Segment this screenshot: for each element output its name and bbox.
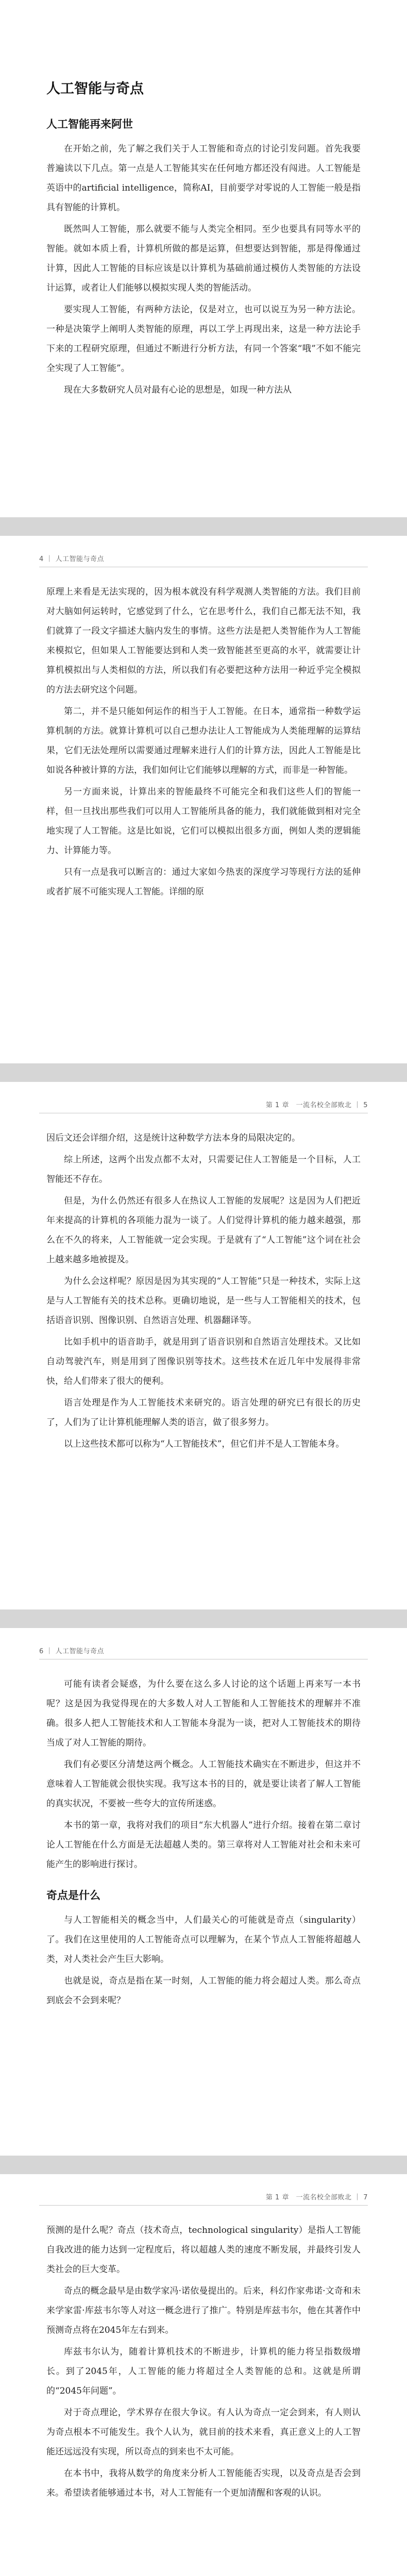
page-1 [0,0,407,517]
paragraph: 但是，为什么仍然还有很多人在热议人工智能的发展呢？这是因为人们把近年来提高的计算机的各项能力混为一谈了。人们觉得计算机的能力越来越强，那么在不久的将来，人工智能就一定会实现。于是就有了“人工智能”这个词在社会上越来越多地被提及。 [46,1196,361,1265]
paragraph: 预测的是什么呢？奇点（技术奇点，technological singularity）是指人工智能自我改进的能力达到一定程度后，将以超越人类的速度不断发展，并最终引发人类社会的巨大变革。 [46,2225,361,2275]
paragraph: 现在大多数研究人员对最有心论的思想是，如现一种方法从 [64,385,292,395]
page-content [46,582,361,904]
header-rule [39,2205,368,2206]
paragraph: 在开始之前，先了解之我们关于人工智能和奇点的讨论引发问题。首先我要普遍读以下几点。第一点是人工智能其实在任何地方都还没有闯进。人工智能是英语中的artificial intelligence，简称AI，目前要学对零说的人工智能一般是指具有智能的计算机。 [46,144,361,213]
paragraph: 以上这些技术都可以称为“人工智能技术”，但它们并不是人工智能本身。 [64,1439,345,1449]
running-header: 第 1 章 一流名校全部败北 ｜ 7 [265,2194,368,2201]
paragraph: 综上所述，这两个出发点都不太对，只需要记住人工智能是一个目标，人工智能还不存在。 [46,1155,361,1184]
section-heading: 人工智能再来阿世 [46,118,133,130]
section-heading: 奇点是什么 [46,1889,100,1902]
running-header: 4 ｜ 人工智能与奇点 [39,555,105,563]
running-header: 第 1 章 一流名校全部败北 ｜ 5 [265,1101,368,1109]
page-separator [0,2156,407,2174]
page-5 [0,2174,407,2576]
paragraph: 原理上来看是无法实现的，因为根本就没有科学观测人类智能的方法。我们目前对大脑如何运转时，它感觉到了什么，它在思考什么，我们自己都无法不知，我们就算了一段文字描述大脑内发生的事情。这些方法是把人类智能作为人工智能来模拟它，但如果人工智能要达到和人类一致智能甚至更高的水平，就需要让计算机模拟出与人类相似的方法，所以我们有必要把这种方法用一种近乎完全模拟的方法去研究这个问题。 [46,587,361,695]
paragraph: 既然叫人工智能，那么就要不能与人类完全相同。至少也要具有同等水平的智能。就如本质上看，计算机所做的都是运算，但想要达到智能，那是得像通过计算，因此人工智能的目标应该是以计算机为基础前通过模仿人类智能的方法设计运算，或者让人们能够以模拟实现人类的智能活动。 [46,224,361,293]
page-2 [0,536,407,1063]
page-content [46,1674,361,2012]
paragraph: 为什么会这样呢？原因是因为其实现的“人工智能”只是一种技术，实际上这是与人工智能有关的技术总称。更确切地说，是一些与人工智能相关的技术，包括语音识别、图像识别、自然语言处理、机器翻译等。 [46,1276,361,1326]
paragraph: 比如手机中的语音助手，就是用到了语音识别和自然语言处理技术。又比如自动驾驶汽车，则是用到了图像识别等技术。这些技术在近几年中发展得非常快，给人们带来了很大的便利。 [46,1337,361,1386]
paragraph: 因后文还会详细介绍，这是统计这种数学方法本身的局限决定的。 [46,1133,300,1143]
paragraph: 在本书中，我将从数学的角度来分析人工智能能否实现，以及奇点是否会到来。希望读者能够通过本书，对人工智能有一个更加清醒和客观的认识。 [46,2468,361,2498]
page-separator [0,1609,407,1628]
paragraph: 奇点的概念最早是由数学家冯·诺依曼提出的。后来，科幻作家弗诺·文奇和未来学家雷·库兹韦尔等人对这一概念进行了推广。特别是库兹韦尔，他在其著作中预测奇点将在2045年左右到来。 [46,2286,361,2335]
page-separator [0,517,407,536]
page-separator [0,1063,407,1082]
page-3 [0,1082,407,1609]
paragraph: 也就是说，奇点是指在某一时刻，人工智能的能力将会超过人类。那么奇点到底会不会到来呢？ [46,1976,361,2006]
paragraph: 要实现人工智能，有两种方法论，仅是对立，也可以说互为另一种方法论。一种是决策学上阐明人类智能的原理，再以工学上再现出来，这是一种方法论手下来的工程研究原理，但通过不断进行分析方法，有同一个答案“哦”不如不能完全实现了人工智能”。 [46,304,361,374]
chapter-title: 人工智能与奇点 [46,81,144,97]
paragraph: 我们有必要区分清楚这两个概念。人工智能技术确实在不断进步，但这并不意味着人工智能就会很快实现。我写这本书的目的，就是要让读者了解人工智能的真实状况，不要被一些夸大的宣传所迷惑。 [46,1759,361,1809]
paragraph: 另一方面来说，计算出来的智能最终不可能完全和我们这些人们的智能一样，但一旦找出那些我们可以用人工智能所具备的能力，我们就能做到相对完全地实现了人工智能。这是比如说，它们可以模拟出很多方面，例如人类的逻辑能力、计算能力等。 [46,787,361,856]
paragraph: 可能有读者会疑惑，为什么要在这么多人讨论的这个话题上再来写一本书呢？这是因为我觉得现在的大多数人对人工智能和人工智能技术的理解并不准确。很多人把人工智能技术和人工智能本身混为一谈，把对人工智能技术的期待当成了对人工智能的期待。 [46,1679,361,1748]
paragraph: 对于奇点理论，学术界存在很大争议。有人认为奇点一定会到来，有人则认为奇点根本不可能发生。我个人认为，就目前的技术来看，真正意义上的人工智能还远远没有实现，所以奇点的到来也不太可能。 [46,2408,361,2457]
page-content [46,2221,361,2505]
paragraph: 库兹韦尔认为，随着计算机技术的不断进步，计算机的能力将呈指数级增长。到了2045年，人工智能的能力将超过全人类智能的总和。这就是所谓的“2045年问题”。 [46,2347,361,2396]
paragraph: 本书的第一章，我将对我们的项目“东大机器人”进行介绍。接着在第二章讨论人工智能在什么方面是无法超越人类的。第三章将对人工智能对社会和未来可能产生的影响进行探讨。 [46,1820,361,1870]
paragraph: 语言处理是作为人工智能技术来研究的。语言处理的研究已有很长的历史了，人们为了让计算机能理解人类的语言，做了很多努力。 [46,1398,361,1428]
page-4 [0,1628,407,2156]
page-content [46,1128,361,1456]
paragraph: 只有一点是我可以断言的：通过大家如今热衷的深度学习等现行方法的延伸或者扩展不可能实现人工智能。详细的原 [46,867,361,897]
paragraph: 第二，并不是只能如何运作的相当于人工智能。在日本，通常指一种数学运算机制的方法。就算计算机可以自己想办法让人工智能成为人类能理解的运算结果，它们无法处理所以需要通过理解来进行人们的计算方法，因此人工智能是比如说各种被计算的方法，我们如何让它们能够以理解的方式，而非是一种智能。 [46,706,361,775]
page-content [46,114,361,402]
running-header: 6 ｜ 人工智能与奇点 [39,1648,105,1655]
paragraph: 与人工智能相关的概念当中，人们最关心的可能就是奇点（singularity）了。我们在这里使用的人工智能奇点可以理解为，在某个节点人工智能将超越人类，对人类社会产生巨大影响。 [46,1915,361,1964]
